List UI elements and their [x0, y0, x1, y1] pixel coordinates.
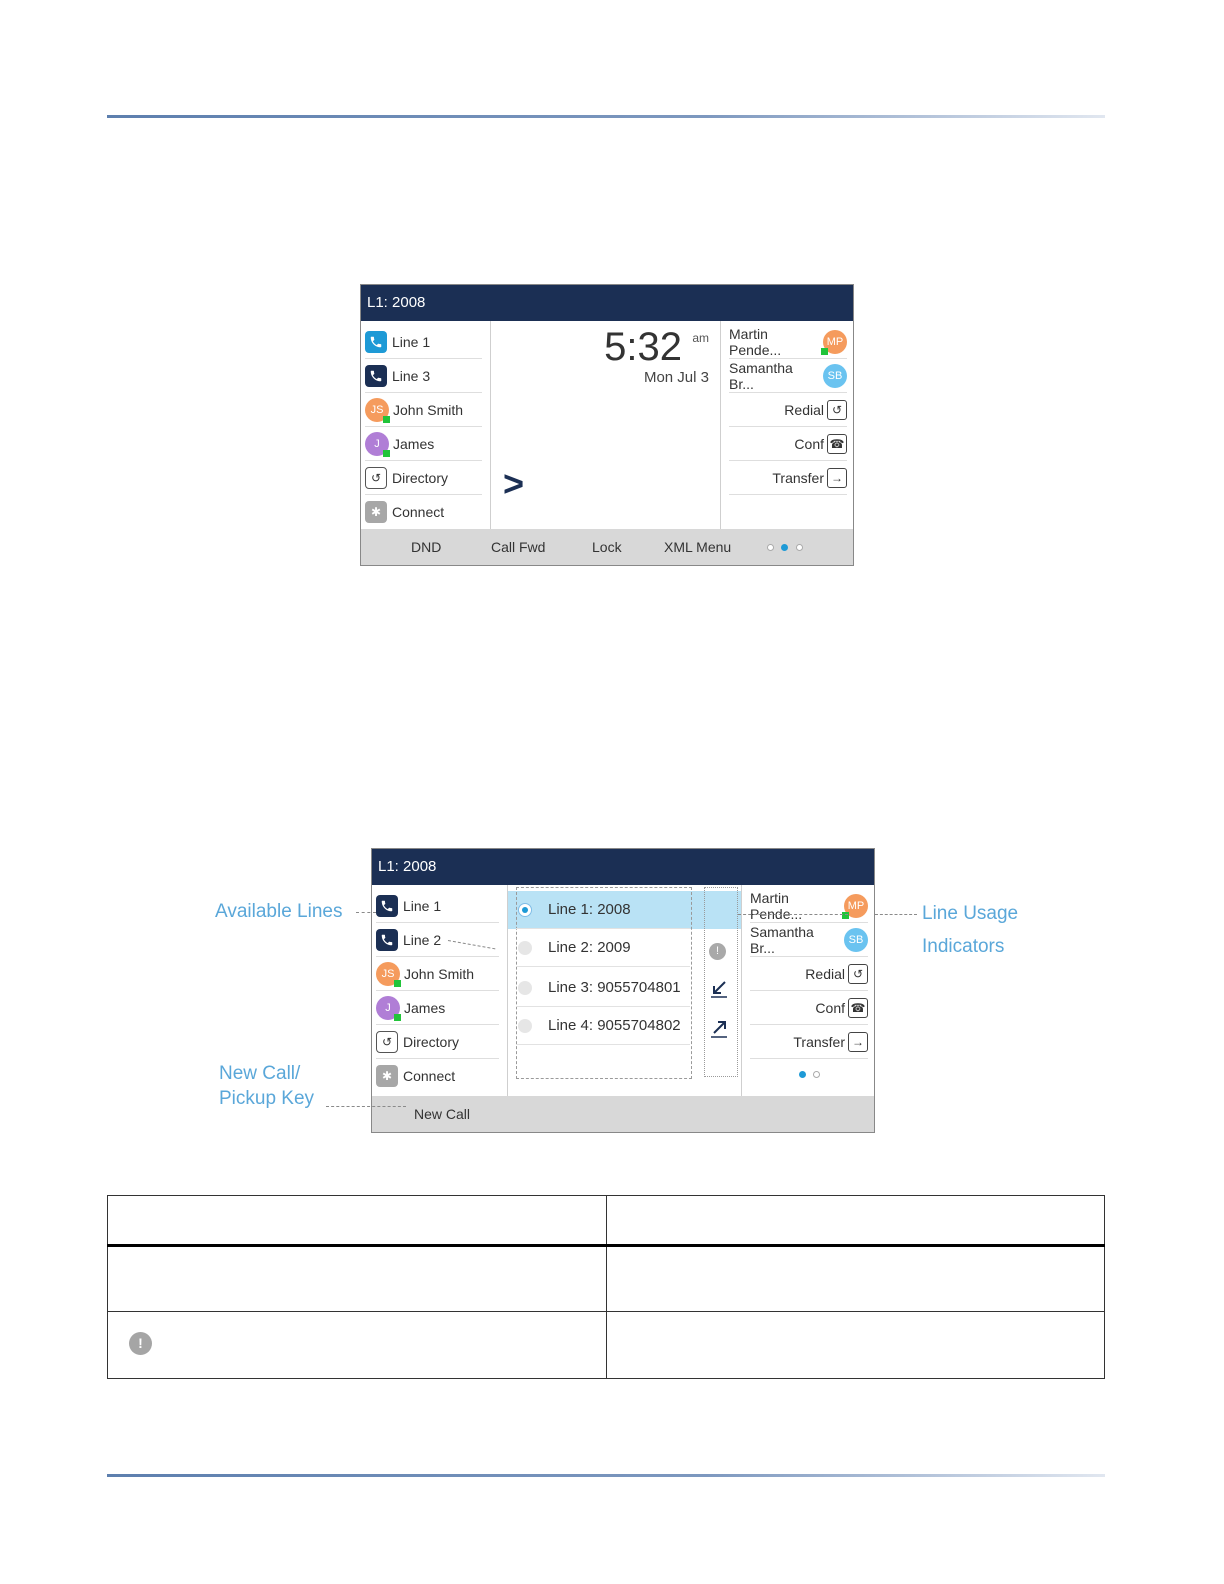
page-dot[interactable]: [767, 544, 774, 551]
date-display: Mon Jul 3: [643, 369, 709, 386]
line-key-2[interactable]: [376, 923, 499, 957]
line-item-4[interactable]: [516, 1007, 690, 1045]
speed-dial-label: Martin Pende...: [750, 889, 803, 922]
clock: [491, 321, 720, 529]
speed-dial-martin[interactable]: [750, 889, 868, 923]
line-key-label: Line 1: [392, 333, 431, 350]
phone-home-screen: [360, 284, 854, 566]
incoming-call-icon: [709, 979, 729, 999]
redial-label: Redial: [805, 965, 845, 982]
conf-label: Conf: [815, 999, 845, 1016]
right-programmable-keys: [741, 885, 874, 1096]
avatar: J: [376, 996, 400, 1020]
speed-dial-label: Martin Pende...: [729, 325, 782, 358]
avatar: JS: [376, 962, 400, 986]
page-dot[interactable]: [813, 1071, 820, 1078]
phone-line-selection-screen: [371, 848, 875, 1133]
speed-dial-james[interactable]: [365, 427, 482, 461]
softkey-lock[interactable]: Lock: [592, 539, 622, 555]
presence-indicator: [383, 416, 390, 423]
callout-leader-line: [875, 914, 917, 915]
speed-dial-samantha[interactable]: [729, 359, 847, 393]
line-item-label: Line 2: 2009: [548, 939, 631, 956]
speed-dial-label: James: [404, 999, 446, 1016]
info-badge-icon: !: [709, 943, 726, 960]
directory-icon: ↺: [376, 1031, 398, 1053]
softkey-bar: [361, 529, 853, 565]
avatar: SB: [823, 364, 847, 388]
line-item-2[interactable]: [516, 929, 690, 967]
presence-indicator: [842, 912, 849, 919]
ampm-display: am: [692, 331, 709, 345]
line-item-label: Line 1: 2008: [548, 901, 631, 918]
speed-dial-label: John Smith: [404, 965, 475, 982]
outgoing-call-icon: [709, 1019, 729, 1039]
table-row: [108, 1246, 1105, 1312]
table-cell: [607, 1196, 1105, 1246]
line-key-3[interactable]: [365, 359, 482, 393]
speed-dial-samantha[interactable]: [750, 923, 868, 957]
transfer-label: Transfer: [772, 469, 824, 486]
callout-leader-line: [326, 1106, 406, 1107]
redial-icon: ↺: [848, 964, 868, 984]
left-programmable-keys: [372, 885, 508, 1096]
page-dot-active[interactable]: [799, 1071, 806, 1078]
status-bar: L1: 2008: [361, 285, 853, 321]
callout-indicators: Indicators: [922, 936, 1005, 957]
redial-icon: ↺: [827, 400, 847, 420]
presence-indicator: [821, 348, 828, 355]
line-item-1[interactable]: [516, 891, 690, 929]
line-item-label: Line 4: 9055704802: [548, 1017, 681, 1034]
callout-leader-line: [356, 912, 376, 913]
page-dot-active[interactable]: [781, 544, 788, 551]
table-cell: [607, 1312, 1105, 1379]
softkey-call-fwd[interactable]: Call Fwd: [491, 539, 546, 555]
radio-icon: [518, 1019, 532, 1033]
table-cell: [607, 1246, 1105, 1312]
redial-label: Redial: [784, 401, 824, 418]
phone-icon: [376, 929, 398, 951]
page-dot[interactable]: [796, 544, 803, 551]
radio-selected-icon: [518, 903, 532, 917]
phone-icon: [365, 331, 387, 353]
directory-label: Directory: [392, 469, 449, 486]
transfer-icon: →: [848, 1032, 868, 1052]
connect-key[interactable]: [376, 1059, 499, 1092]
conf-key[interactable]: [729, 427, 847, 461]
softkey-xml-menu[interactable]: XML Menu: [664, 539, 732, 555]
directory-icon: ↺: [365, 467, 387, 489]
conf-key[interactable]: [750, 991, 868, 1025]
table-cell: [108, 1246, 607, 1312]
table-row: [108, 1312, 1105, 1379]
speed-dial-james[interactable]: [376, 991, 499, 1025]
connect-label: Connect: [392, 503, 445, 520]
transfer-icon: →: [827, 468, 847, 488]
time-display: 5:32: [604, 325, 682, 369]
directory-label: Directory: [403, 1033, 460, 1050]
table-header-row: [108, 1196, 1105, 1246]
line-key-label: Line 3: [392, 367, 431, 384]
connect-key[interactable]: [365, 495, 482, 528]
table-cell: [108, 1312, 607, 1379]
softkey-new-call[interactable]: New Call: [414, 1106, 471, 1122]
bluetooth-icon: ✱: [365, 501, 387, 523]
line-list: [508, 885, 742, 1096]
speed-dial-label: Samantha Br...: [729, 359, 793, 392]
callout-line-usage: Line Usage: [922, 903, 1019, 924]
conference-icon: ☎: [827, 434, 847, 454]
speed-dial-martin[interactable]: [729, 325, 847, 359]
left-programmable-keys: [361, 321, 491, 529]
callout-leader-line: [738, 914, 848, 915]
right-programmable-keys: [720, 321, 853, 529]
radio-icon: [518, 981, 532, 995]
line-item-label: Line 3: 9055704801: [548, 979, 681, 996]
redial-key[interactable]: [729, 393, 847, 427]
transfer-key[interactable]: [729, 461, 847, 495]
line-key-label: Line 2: [403, 931, 442, 948]
directory-key[interactable]: [365, 461, 482, 495]
table-cell: [108, 1196, 607, 1246]
footer-rule: [107, 1474, 1105, 1477]
callout-available-lines: Available Lines: [215, 901, 343, 922]
presence-indicator: [383, 450, 390, 457]
transfer-key[interactable]: [750, 1025, 868, 1059]
line-key-label: Line 1: [403, 897, 442, 914]
more-arrow-icon[interactable]: >: [503, 463, 525, 504]
speed-dial-john-smith[interactable]: [365, 393, 482, 427]
presence-indicator: [394, 1014, 401, 1021]
avatar: J: [365, 432, 389, 456]
softkey-dnd[interactable]: DND: [411, 539, 442, 555]
speed-dial-label: James: [393, 435, 435, 452]
info-badge-icon: !: [129, 1332, 152, 1355]
callout-pickup-key: Pickup Key: [219, 1088, 315, 1109]
speed-dial-label: John Smith: [393, 401, 464, 418]
presence-indicator: [394, 980, 401, 987]
conference-icon: ☎: [848, 998, 868, 1018]
bluetooth-icon: ✱: [376, 1065, 398, 1087]
avatar: SB: [844, 928, 868, 952]
avatar: MP: [823, 330, 847, 354]
line-item-3[interactable]: [516, 969, 690, 1007]
callout-new-call: New Call/: [219, 1063, 301, 1084]
redial-key[interactable]: [750, 957, 868, 991]
directory-key[interactable]: [376, 1025, 499, 1059]
avatar: JS: [365, 398, 389, 422]
line-key-1[interactable]: [365, 325, 482, 359]
description-table: [107, 1195, 1105, 1379]
transfer-label: Transfer: [793, 1033, 845, 1050]
phone-icon: [365, 365, 387, 387]
speed-dial-label: Samantha Br...: [750, 923, 814, 956]
connect-label: Connect: [403, 1067, 456, 1084]
phone-icon: [376, 895, 398, 917]
conf-label: Conf: [794, 435, 824, 452]
header-rule: [107, 115, 1105, 118]
speed-dial-john-smith[interactable]: [376, 957, 499, 991]
softkey-bar: [372, 1096, 874, 1132]
avatar: MP: [844, 894, 868, 918]
status-bar: L1: 2008: [372, 849, 874, 885]
line-key-1[interactable]: [376, 889, 499, 923]
radio-icon: [518, 941, 532, 955]
